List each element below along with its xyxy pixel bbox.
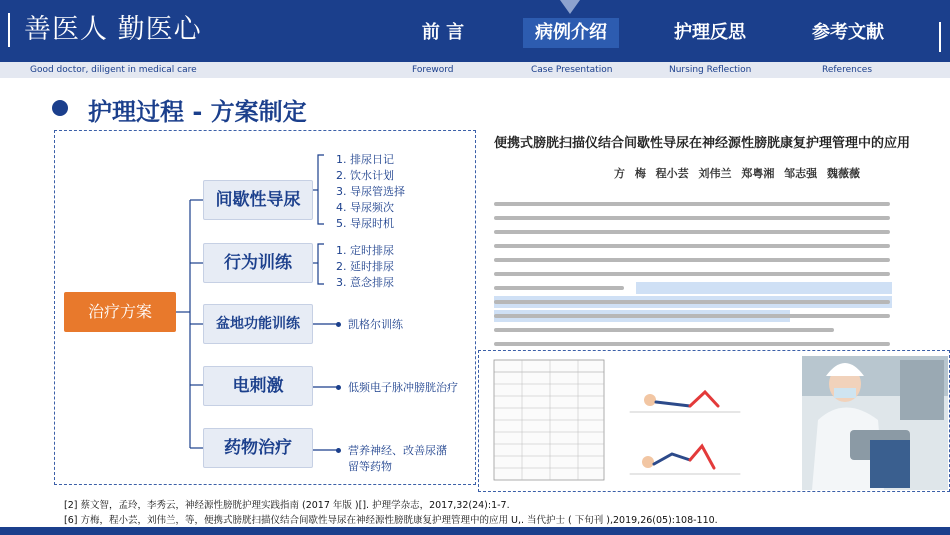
nav-sub-foreword: Foreword [412,65,454,75]
record-table-figure [494,360,604,480]
category-electrical-stimulation: 电刺激 [203,366,313,406]
list-item: 2. 延时排尿 [336,260,394,273]
footer-bar [0,527,950,535]
category-behavior-training: 行为训练 [203,243,313,283]
section-title: 护理过程 - 方案制定 [88,98,307,126]
reference-item: [6] 方梅，程小芸，刘伟兰，等，便携式膀胱扫描仪结合间歇性导尿在神经源性膀胱康复护理管理中的应用 U,. 当代护士 ( 下旬刊 ),2019,26(05):108-110. [64,515,718,526]
category-intermittent-catheterization: 间歇性导尿 [203,180,313,220]
paper-authors: 方 梅 程小芸 刘伟兰 郑粤湘 邹志强 魏薇薇 [614,167,860,180]
category-pelvic-floor-training: 盆地功能训练 [203,304,313,344]
treatment-plan-root: 治疗方案 [64,292,176,332]
reference-item: [2] 蔡文智，孟玲，李秀云，神经源性膀胱护理实践指南 (2017 年版 )[]. 护理学杂志，2017,32(24):1-7. [64,500,510,511]
list-item: 3. 意念排尿 [336,276,394,289]
nav-tab-case-presentation[interactable]: 病例介绍 [523,18,619,48]
list-item: 1. 定时排尿 [336,244,394,257]
nav-sub-references: References [822,65,873,75]
list-item: 4. 导尿频次 [336,201,394,214]
list-item: 2. 饮水计划 [336,169,394,182]
list-item: 低频电子脉冲膀胱治疗 [348,381,458,394]
list-item: 营养神经、改善尿潴 [348,444,447,457]
nav-tab-references[interactable]: 参考文献 [812,22,884,43]
brand-title: 善医人 勤医心 [8,13,202,47]
list-item: 凯格尔训练 [348,318,403,331]
list-item: 1. 排尿日记 [336,153,394,166]
list-item: 5. 导尿时机 [336,217,394,230]
brand-subtitle: Good doctor, diligent in medical care [30,65,197,75]
nurse-photo [802,356,948,490]
list-item: 3. 导尿管选择 [336,185,405,198]
category-drug-therapy: 药物治疗 [203,428,313,468]
nav-tab-foreword[interactable]: 前 言 [421,22,465,43]
nav-sub-nursing-reflection: Nursing Reflection [669,65,752,75]
nav-sub-case-presentation: Case Presentation [531,65,613,75]
nav-tab-nursing-reflection[interactable]: 护理反思 [674,22,746,43]
pelvic-exercise-figure [630,392,740,474]
paper-title: 便携式膀胱扫描仪结合间歇性导尿在神经源性膀胱康复护理管理中的应用 [494,136,911,151]
list-item: 留等药物 [348,460,392,473]
